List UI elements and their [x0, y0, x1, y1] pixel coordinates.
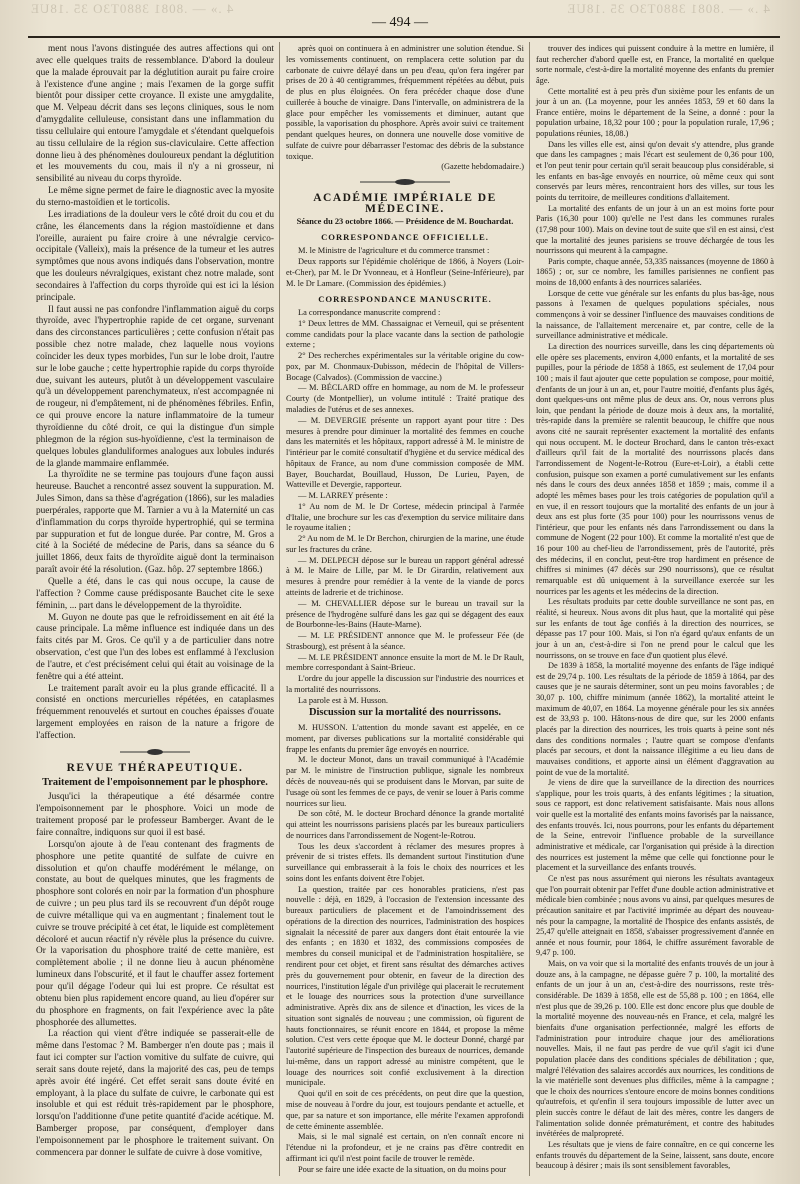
section-title: REVUE THÉRAPEUTIQUE. — [66, 761, 244, 774]
paragraph: M. HUSSON. L'attention du monde savant est appelée, en ce moment, par diverses publications sur la mortalité considérable qui frappe les enfants du premier âge envoyés en nourrice. — [286, 723, 524, 754]
article-title: Traitement de l'empoisonnement par le phosphore. — [42, 776, 268, 788]
paragraph: 2° Des recherches expérimentales sur la véritable origine du cow-pox, par M. Chonmaux-Dubisson, médecin de l'hôpital de Villers-Bocage (Calvados). (Commission de vaccine.) — [286, 351, 524, 382]
paragraph: Le traitement paraît avoir eu la plus grande efficacité. Il a consisté en onctions mercurielles répétées, en cataplasmes fréquemment renouvelés et surtout en couches épaisses d'ouate largement employées en raison de la nature a frigore de l'affection. — [36, 683, 274, 741]
paragraph: Cette mortalité est à peu près d'un sixième pour les enfants de un jour à un an. (La moyenne, pour les années 1853, 59 et 60 dans la France entière, moins le département de la Seine, a donné : pour la population urbaine, 18,32 pour 100 ; pour la population rurale, 17,96 ; populations réunies, 18,08.) — [536, 86, 774, 139]
paragraph: Mais, si le mal signalé est certain, on n'en connaît encore ni l'étendue ni la profondeur, et je ne crains pas d'être contredit en affirmant ici qu'il n'est point facile de trouver le remède. — [286, 1132, 524, 1163]
paragraph: Quoi qu'il en soit de ces précédents, on peut dire que la question, mise de nouveau à l'ordre du jour, est toujours pendante et actuelle, et que, par sa nature et son importance, elle mérite l'examen approfondi de cette éminente assemblée. — [286, 1089, 524, 1131]
paragraph: Il faut aussi ne pas confondre l'inflammation aiguë du corps thyroïde, avec l'hypertrophie rapide de cet organe, survenant dans des circonstances particulières ; cette confusion n'était pas possible chez notre malade, chez laquelle nous voyions coïncider les deux types morbides, l'un sur le lobe droit, l'autre sur le lobe gauche ; cette hypertrophie rapide du corps thyroïde due, suivant les auteurs, plutôt à un développement vasculaire qu'à un développement parenchymateux, n'est accompagnée ni de rougeur, ni d'empâtement, ni de phénomènes fébriles. Enfin, ce qui prouve encore la nature inflammatoire de la tumeur thyroïdienne du côté droit, ce qui la distingue d'un simple phlegmon de la région sus-hyoïdienne, c'est la terminaison de quelques lobules glanduliformes analogues aux lobules indurés de la glande mammaire enflammée. — [36, 304, 274, 469]
paragraph: après quoi on continuera à en administrer une solution étendue. Si les vomissements continuent, on remplacera cette solution par du carbonate de cuivre délayé dans un peu d'eau, qu'on fera ingérer par prises de 20 à 40 centigrammes, fréquemment répétées au début, puis de plus en plus éloignées. On fera précéder chaque dose d'une cuillerée à bouche de vinaigre. Dans l'intervalle, on administrera de la glace pour empêcher les vomissements et diminuer, autant que possible, la vaporisation du phosphore. Après avoir suivi ce traitement pendant quelques heures, on donnera une nouvelle dose vomitive de sulfate de cuivre pour débarrasser l'estomac des débris de la substance toxique. — [286, 44, 524, 161]
column-divider — [279, 42, 280, 1176]
paragraph: La direction des nourrices surveille, dans les cinq départements où elle opère ses placements, environ 4,000 enfants, et la mortalité de ses pupilles, pour la période de 1858 à 1865, est seulement de 17,04 pour 100 ; mais il faut ajouter que cette population se compose, pour moitié, d'enfants de un jour à un an, et, pour l'autre moitié, d'enfants plus âgés, dont quelques-uns ont même plus de deux ans. Or, nous verrons plus loin, que pendant la période de douze mois à deux ans, la mortalité, très-rapide dans la première se ralentit beaucoup, le chiffre que nous avons cité ne saurait représenter exactement la mortalité des enfants qui nous occupent. M. le docteur Brochard, dans le canton très-exact d'ailleurs qu'il fait de la mortalité des nourrissons placés dans l'arrondissement de Nogent-le-Rotrou (Eure-et-Loir), a établi cette confusion, puisque son examen a porté cumulativement sur les enfants nés dans le cours des deux années 1858 et 1859 ; mais, comme il a adopté les mêmes bases pour les trois catégories de population qu'il a en vue, il en ressort toujours que la mortalité des enfants de un jour à deux ans est plus forte (35 pour 100) pour les nourrissons venus de l'intérieur, que pour les enfants nés dans l'arrondissement ou dans la commune de Nogent (22 pour 100). Et comme la mortalité n'est que de 16 pour 100 au chef-lieu de l'arrondissement, près de l'autorité, près des médecins, il en conclut, peut-être trop hardiment en présence de chiffres si minimes (47 décès sur 290 nourrissons), que ce résultat remarquable est dû uniquement à la surveillance exercée sur les nourrices par les agents et les médecins de la direction. — [536, 341, 774, 596]
paragraph: Deux rapports sur l'épidémie cholérique de 1866, à Noyers (Loir-et-Cher), par M. le Dr Yvonneau, et à Honfleur (Seine-Inférieure), par M. le Dr Lamare. (Commission des épidémies.) — [286, 257, 524, 288]
academy-title: ACADÉMIE IMPÉRIALE DE MÉDECINE. — [313, 192, 497, 215]
bleed-through-left: 4 .» — .8081 3880T3O 35 .18UE — [566, 1, 770, 16]
session-line: Séance du 23 octobre 1866. — Présidence de M. Bouchardat. — [296, 216, 514, 226]
paragraph: Les irradiations de la douleur vers le côté droit du cou et du crâne, les élancements dans la région mastoïdienne et dans l'oreille, auraient pu faire croire à une névralgie cervico-occipitale (Valleix), mais la présence de la tumeur et les autres symptômes que nous avons indiqués dans l'observation, montre que les douleurs névralgiques, existant chez notre malade, sont secondaires à l'affection du corps thyroïde qui est ici la lésion principale. — [36, 209, 274, 303]
paragraph: La question, traitée par ces honorables praticiens, n'est pas nouvelle : déjà, en 1829, à l'occasion de l'extension incessante des bureaux particuliers de placement et de l'amoindrissement des opérations de la direction des nourrices, l'administration des hospices signalait la nécessité de parer aux dangers dont était entourée la vie des enfants ; en 1830 et 1832, des commissions composées de membres du conseil municipal et de l'administration hospitalière, se rendirent pour cet objet, et firent sans résultat des démarches actives près du gouvernement pour obtenir, en faveur de la direction des nourrices, l'institution légale d'un privilège qui placerait le recrutement et le louage des nourrices sous la protection d'une surveillance administrative. Après dix ans de silence et d'inaction, les vices de la situation sont signalés de nouveau ; une commission, où figurent de hauts fonctionnaires, se réunit encore en 1844, et propose la même solution. C'est vers cette époque que M. le docteur Donné, chargé par l'autorité supérieure de l'inspection des bureaux de nourrices, demande lui-même, dans un rapport adressé au ministre compétent, que le louage des nourrices soit confié exclusivement à la direction municipale. — [286, 884, 524, 1088]
paragraph: 1° Au nom de M. le Dr Cortese, médecin principal à l'armée d'Italie, une brochure sur les cas d'exemption du service militaire dans le royaume italien ; — [286, 501, 524, 533]
paragraph: ment nous l'avons distinguée des autres affections qui ont avec elle quelques traits de ressemblance. D'abord la douleur que la malade éprouvait par la déglutition aurait pu faire croire à l'existence d'une angine ; mais l'examen de la gorge suffit bientôt pour dissiper cette croyance. Il existe une amygdalite, que M. Velpeau décrit dans ses leçons cliniques, sous le nom d'amygdalite celluleuse, consistant dans une inflammation du tissu cellulaire qui entoure l'amygdale et s'étendant quelquefois au tissu cellulaire de la région sus-claviculaire. Cette affection donne lieu à des phénomènes douloureux pendant la déglutition et les mouvements du cou, mais il n'y a ni grosseur, ni sensibilité au niveau du corps thyroïde. — [36, 44, 274, 185]
discussion-title: Discussion sur la mortalité des nourrissons. — [308, 707, 502, 719]
paragraph: L'ordre du jour appelle la discussion sur l'industrie des nourrices et la mortalité des nourrissons. — [286, 674, 524, 694]
paragraph: 1° Deux lettres de MM. Chassaignac et Verneuil, qui se présentent comme candidats pour la place vacante dans la section de pathologie externe ; — [286, 318, 524, 350]
paragraph: Lorsqu'on ajoute à de l'eau contenant des fragments de phosphore une petite quantité de sulfate de cuivre en dissolution et qu'on chauffe modérément le mélange, on constate, au bout de quelques minutes, que les fragments de phosphore sont colorés en noir par la formation d'un phosphure de cuivre ; un peu plus tard ils se recouvrent d'un dépôt rouge de cuivre métallique qui va en augmentant ; finalement tout le cuivre se trouve précipité à cet état, le liquide est complètement décoloré et aucun réactif n'y révèle plus la présence du cuivre. Or la vaporisation du phosphore traité de cette manière, est complètement abolie ; il ne donne lieu à aucun phénomène lumineux dans l'obscurité, et il faut le chauffer assez fortement pour qu'il dégage l'odeur qui lui est propre. Ce résultat est obtenu bien plus rapidement encore quand, au lieu d'opérer sur du phosphore en fragments, on fait l'expérience avec la pâte phosphorée des allumettes. — [36, 839, 274, 1028]
paragraph: De son côté, M. le docteur Brochard dénonce la grande mortalité qui atteint les nourrissons parisiens placés par les bureaux particuliers de nourrices dans l'arrondissement de Nogent-le-Rotrou. — [286, 809, 524, 840]
header-rule — [28, 36, 780, 38]
paragraph: — M. LE PRÉSIDENT annonce ensuite la mort de M. le Dr Rault, membre correspondant à Saint-Brieuc. — [286, 652, 524, 673]
paragraph: Les résultats que je viens de faire connaître, en ce qui concerne les enfants trouvés du département de la Seine, laissent, sans doute, encore beaucoup à désirer ; mais ils sont sensiblement favorables, — [536, 1139, 774, 1171]
section-ornament — [360, 178, 450, 186]
paragraph: Je viens de dire que la surveillance de la direction des nourrices s'applique, pour les trois quarts, à des enfants légitimes ; la situation, sous ce rapport, est donc relativement satisfaisante. Mais nous allons voir quelle est la mortalité des enfants moins favorisés par la naissance, des enfants trouvés. Ici, nous pourrons, pour les enfants du département de la Seine, entrevoir l'influence probable de la surveillance administrative et médicale, car l'organisation qui préside à la direction des nourrices est justement la même que celle qui fonctionne pour le placement et la surveillance des enfants trouvés. — [536, 778, 775, 873]
paragraph: La thyroïdite ne se termine pas toujours d'une façon aussi heureuse. Bauchet a rencontré assez souvent la suppuration. M. Jules Simon, dans sa thèse d'agrégation (1866), sur les maladies puerpérales, rapporte que M. Tarnier a vu à la Maternité un cas d'inflammation du corps thyroïde hypertrophié, qui se termina par suppuration et fut de longue durée. Par contre, M. Gros a cité à la Société de médecine de Paris, dans sa séance du 6 juillet 1866, deux faits de thyroïdite aiguë dont la terminaison paraît avoir été la résolution. (Gaz. hôp. 27 septembre 1866.) — [36, 470, 274, 576]
paragraph: — M. LARREY présente : — [298, 491, 388, 501]
bleed-through-right: 4 .» — .8081 3880T3O 35 .18UE — [30, 1, 234, 16]
paragraph: M. le Ministre de l'agriculture et du commerce transmet : — [298, 246, 490, 256]
paragraph: trouver des indices qui puissent conduire à la mettre en lumière, il faut rechercher d'abord quelle est, en France, la mortalité en quelque sorte normale, c'est-à-dire la mortalité moyenne des enfants du premier âge. — [536, 44, 774, 85]
paragraph: De 1839 à 1858, la mortalité moyenne des enfants de l'âge indiqué est de 29,74 p. 100. Les résultats de la période de 1859 à 1864, par des causes que je ne saurais déterminer, sont un peu moins favorables ; de 30,07 p. 100, chiffre minimum (année 1862), la mortalité atteint le maximum de 40,07, en 1864. La moyenne générale pour les six années est de 33,93 p. 100. Hâtons-nous de dire que, sur les 2000 enfants placés par la direction des nourrices, les trois quarts à peine sont nés dans des conditions normales ; l'autre quart se compose d'enfants placés par secours, et dont la naissance illégitime a eu lieu dans de mauvaises conditions, et apporte ainsi un élément d'aggravation au point de vue de la mortalité. — [536, 661, 774, 777]
paragraph: Les résultats produits par cette double surveillance ne sont pas, en réalité, si heureux. Nous avons dit plus haut, que la mortalité qui pèse sur les enfants de tout âge confiés à la direction des nourrices, se dépasse pas 17 pour 100. Mais, si l'on n'a égard qu'aux enfants de un jour à un an, c'est-à-dire si l'on ne prend pour le calcul que les nourrissons, on se trouve en face d'un quotient plus élevé. — [536, 597, 774, 660]
paragraph: Ce n'est pas nous assurément qui nierons les résultats avantageux que l'on pourrait obtenir par l'effet d'une double action administrative et médicale bien combinée ; nous avons vu ainsi, par quelques mesures de précaution sanitaire et par l'activité imprimée au départ des nouveau-nés pour la campagne, la mortalité de l'hospice des enfants assistés, de 25,47 qu'elle atteignait en 1858, s'abaisser progressivement d'année en année et nous fournir, pour 1864, le chiffre assurément favorable de 9,47 p. 100. — [536, 873, 774, 958]
section-ornament — [120, 748, 190, 756]
paragraph: 2° Au nom de M. le Dr Berchon, chirurgien de la marine, une étude sur les fractures du crâne. — [286, 534, 524, 554]
source-citation: (Gazette hebdomadaire.) — [441, 162, 524, 172]
paragraph: M. Guyon ne doute pas que le refroidissement en ait été la cause principale. La même influence est indiquée dans un des faits cités par M. Gros. Ce qu'il y a de particulier dans notre observation, c'est que l'un des lobes est enflammé à l'exclusion de l'autre, et c'est précisément celui qui était au voisinage de la fenêtre qui a été atteint. — [36, 612, 274, 682]
paragraph: La réaction qui vient d'être indiquée se passerait-elle de même dans l'estomac ? M. Bamberger n'en doute pas ; mais il faut ici compter sur l'action vomitive du sulfate de cuivre, qui serait sans doute rejeté, dans la majorité des cas, peu de temps après avoir été ingéré. Cet effet serait sans doute évité en employant, à la place du sulfate de cuivre, le carbonate qui est insoluble et qui est réduit très-rapidement par le phosphore, lorsqu'on l'additionne d'une petite quantité d'acide acétique. M. Bamberger propose, par conséquent, d'employer dans l'empoisonnement par le phosphore le traitement suivant. On commencera par donner le sulfate de cuivre à dose vomitive, — [36, 1029, 274, 1158]
paragraph: La parole est à M. Husson. — [298, 695, 389, 705]
paragraph: — M. DELPECH dépose sur le bureau un rapport général adressé à M. le Maire de Lille, par M. le Dr Girardin, relativement aux mesures à prendre pour remédier à la vente de la viande de porcs atteints de ladrerie et de trichinose. — [286, 555, 524, 597]
paragraph: — M. CHEVALLIER dépose sur le bureau un travail sur la présence de l'hydrogène sulfuré dans les gaz qui se dégagent des eaux de Bourbonne-les-Bains (Haute-Marne). — [286, 598, 524, 630]
paragraph: Jusqu'ici la thérapeutique a été désarmée contre l'empoisonnement par le phosphore. Voici un mode de traitement proposé par le professeur Bamberger. Avant de le faire connaître, indiquons sur quoi il est basé. — [36, 792, 274, 838]
column-right — [536, 44, 774, 1172]
subsection-heading: CORRESPONDANCE OFFICIELLE. — [321, 232, 489, 243]
paragraph: Lorsque de cette vue générale sur les enfants du plus bas-âge, nous passons à l'examen de quelques populations spéciales, nous commençons à voir se dessiner l'influence des mauvaises conditions de la naissance, de l'allaitement mercenaire et, par contre, celle de la surveillance administrative et médicale. — [536, 288, 774, 341]
paragraph: — M. BÉCLARD offre en hommage, au nom de M. le professeur Courty (de Montpellier), un volume intitulé : Traité pratique des maladies de l'utérus et de ses annexes. — [286, 383, 524, 414]
column-divider — [529, 42, 530, 1176]
paragraph: Pour se faire une idée exacte de la situation, on du moins pour — [298, 1164, 507, 1174]
column-left — [36, 44, 274, 1160]
subsection-heading: CORRESPONDANCE MANUSCRITE. — [318, 294, 492, 305]
paragraph: — M. LE PRÉSIDENT annonce que M. le professeur Fée (de Strasbourg), est présent à la séance. — [286, 631, 524, 651]
paragraph: Tous les deux s'accordent à réclamer des mesures propres à prévenir de si tristes effets. Ils demandent surtout l'institution d'une surveillance qui embrasserait à la fois le choix des nourrices et les soins dont les enfants doivent être l'objet. — [286, 841, 524, 883]
paragraph: — M. DEVERGIE présente un rapport ayant pour titre : Des mesures à prendre pour diminuer la mortalité des femmes en couche dans les maternités et les hôpitaux, rapport adressé à M. le ministre de l'intérieur par le comité consultatif d'hygiène et du service médical des hôpitaux de France, au nom d'une commission composée de MM. Bayer, Bouchardat, Bouillaud, Husson, De Lurieu, Payen, de Watteville et Devergie, rapporteur. — [286, 415, 524, 490]
paragraph: Le même signe permet de faire le diagnostic avec la myosite du sterno-mastoïdien et le torticolis. — [36, 186, 274, 208]
paragraph: Paris compte, chaque année, 53,335 naissances (moyenne de 1860 à 1865) ; or, sur ce nombre, les familles parisiennes ne confient pas moins de 18,000 enfants à des nourrices salariées. — [536, 256, 774, 288]
paragraph: La correspondance manuscrite comprend : — [298, 308, 441, 318]
page-number: — 494 — — [372, 15, 428, 30]
paragraph: Mais, on va voir que si la mortalité des enfants trouvés de un jour à douze ans, à la campagne, ne dépasse guère 7 p. 100, la mortalité des enfants de un jour à un an, c'est-à-dire des nourrissons, reste très-considérable. De 1839 à 1858, elle est de 55,88 p. 100 ; en 1864, elle n'est plus que de 39,26 p. 100. Elle est donc encore plus que double de la mortalité moyenne des nouveau-nés en France, et cela, malgré les bienfaits d'une organisation perfectionnée, malgré les efforts de l'administration pour introduire chaque jour des améliorations nouvelles. Mais, il ne faut pas perdre de vue qu'il s'agit ici d'une population placée dans des conditions spéciales de débilitation ; que, malgré l'élévation des salaires accordés aux nourrices, les conditions de la vie matérielle sont devenues plus difficiles, même à la campagne ; que le choix des nourrices s'entoure encore de moins bonnes conditions qu'autrefois, et qu'enfin il sera toujours impossible de lutter avec un plein succès contre le défaut de lait des mères, contre les dangers de l'alimentation solide donnée prématurément, et contre des habitudes invétérées de malpropreté. — [536, 959, 774, 1139]
paragraph: Dans les villes elle est, ainsi qu'on devait s'y attendre, plus grande que dans les campagnes ; mais l'écart est seulement de 0,36 pour 100, et l'on peut tenir pour certain qu'il serait beaucoup plus considérable, si les enfants en bas-âge envoyés en nourrice, où même ceux qui sont conservés par leurs mères, rencontraient hors des villes, sur tous les points du territoire, de meilleures conditions d'allaitement. — [536, 139, 774, 202]
paragraph: La mortalité des enfants de un jour à un an est moins forte pour Paris (16,30 pour 100) qu'elle ne l'est dans les communes rurales (17,98 pour 100). Mais on devine tout de suite que s'il en est ainsi, c'est que la mortalité des jeunes parisiens se trouve déchargée de tous les nourrissons qui meurent à la campagne. — [536, 203, 774, 256]
column-middle — [286, 44, 524, 1175]
paragraph: M. le docteur Monot, dans un travail communiqué à l'Académie par M. le ministre de l'instruction publique, signale les nombreux décès de nouveau-nés qui se produisent dans le Morvan, par suite de l'usage où sont les femmes de ce pays, de venir se louer à Paris comme nourrices sur lieu. — [286, 755, 524, 808]
paragraph: Quelle a été, dans le cas qui nous occupe, la cause de l'affection ? Comme cause prédisposante Bauchet cite le sexe féminin, ... part dans le développement de la thyroïdite. — [36, 576, 274, 611]
